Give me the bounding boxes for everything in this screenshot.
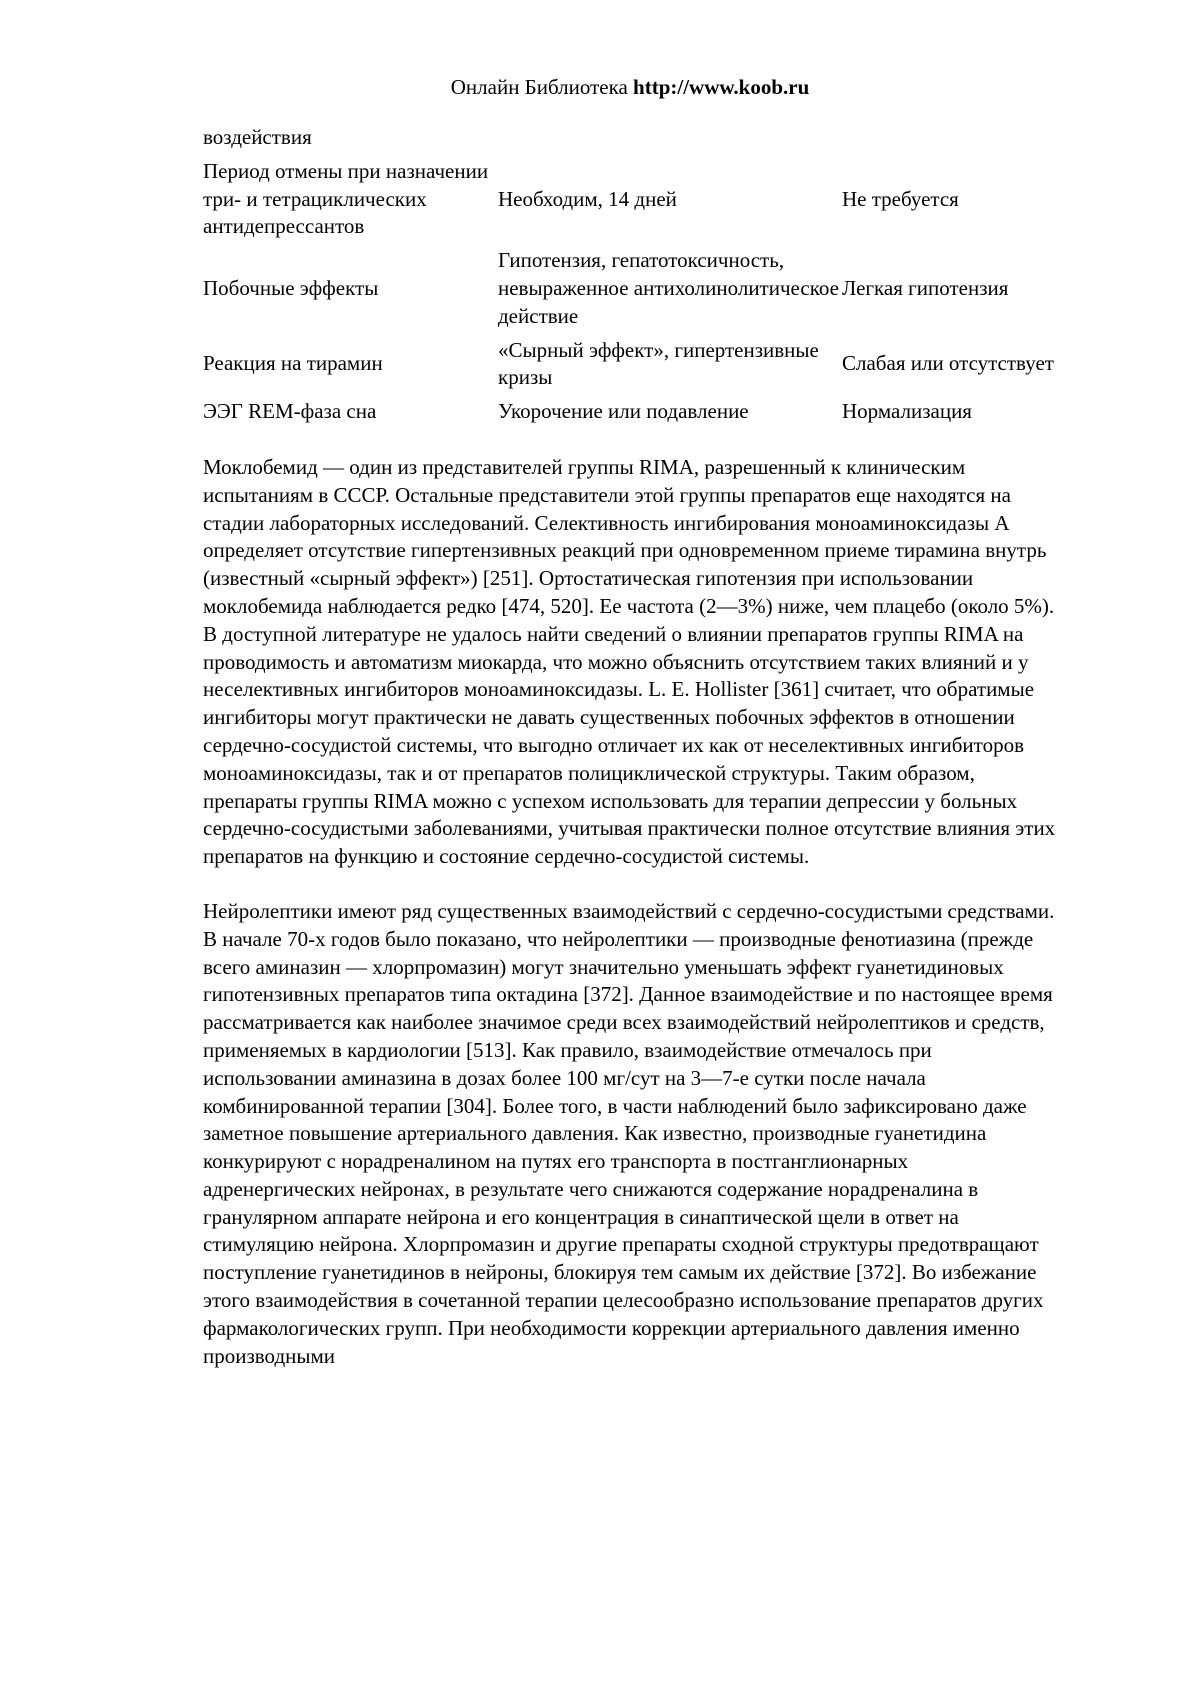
table-cell: Нормализация [842, 399, 972, 424]
table-row [203, 331, 1063, 393]
page-header [0, 74, 1200, 100]
table-cell: ЭЭГ REM-фаза сна [203, 399, 377, 424]
header-url-link[interactable]: http://www.koob.ru [633, 75, 810, 99]
table-cell: Побочные эффекты [203, 275, 379, 300]
table-row [203, 392, 1063, 426]
body-paragraph-moclobemide: Моклобемид — один из представителей группы RIMA, разрешенный к клиническим испытаниям в СССР. Остальные представители этой группы препаратов еще находятся на стадии лабораторных исследований. Селективность ингибирования моноаминоксидазы А определяет отсутствие гипертензивных реакций при одновременном приеме тирамина внутрь (известный «сырный эффект») [251]. Ортостатическая гипотензия при использовании моклобемида наблюдается редко [474, 520]. Ее частота (2—3%) ниже, чем плацебо (около 5%). В доступной литературе не удалось найти сведений о влиянии препаратов группы RIMA на проводимость и автоматизм миокарда, что можно объяснить отсутствием таких влияний и у неселективных ингибиторов моноаминоксидазы. L. E. Hollister [361] считает, что обратимые ингибиторы могут практически не давать существенных побочных эффектов в отношении сердечно-сосудистой системы, что выгодно отличает их как от неселективных ингибиторов моноаминоксидазы, так и от препаратов полициклической структуры. Таким образом, препараты группы RIMA можно с успехом использовать для терапии депрессии у больных сердечно-сосудистыми заболеваниями, учитывая практически полное отсутствие влияния этих препаратов на функцию и состояние сердечно-сосудистой системы. [203, 454, 1056, 869]
comparison-table [203, 124, 1063, 426]
table-cell: Легкая гипотензия [842, 275, 1009, 300]
header-library-label: Онлайн Библиотека [450, 75, 634, 99]
table-cell: Слабая или отсутствует [842, 351, 1054, 376]
table-cell: воздействия [203, 125, 312, 149]
table-cell [842, 124, 1063, 152]
table-row [203, 241, 1063, 330]
table-row [203, 124, 1063, 152]
table-row [203, 152, 1063, 241]
table-cell: «Сырный эффект», гипертензивные кризы [498, 337, 819, 390]
page-content [203, 124, 1063, 1370]
body-paragraph-neuroleptics: Нейролептики имеют ряд существенных взаимодействий с сердечно-сосудистыми средствами. В начале 70-х годов было показано, что нейролептики — производные фенотиазина (прежде всего аминазин — хлорпромазин) могут значительно уменьшать эффект гуанетидиновых гипотензивных препаратов типа октадина [372]. Данное взаимодействие и по настоящее время рассматривается как наиболее значимое среди всех взаимодействий нейролептиков и средств, применяемых в кардиологии [513]. Как правило, взаимодействие отмечалось при использовании аминазина в дозах более 100 мг/сут на 3—7-е сутки после начала комбинированной терапии [304]. Более того, в части наблюдений было зафиксировано даже заметное повышение артериального давления. Как известно, производные гуанетидина конкурируют с норадреналином на путях его транспорта в постганглионарных адренергических нейронах, в результате чего снижаются содержание норадреналина в гранулярном аппарате нейрона и его концентрация в синаптической щели в ответ на стимуляцию нейрона. Хлорпромазин и другие препараты сходной структуры предотвращают поступление гуанетидинов в нейроны, блокируя тем самым их действие [372]. Во избежание этого взаимодействия в сочетанной терапии целесообразно использование препаратов других фармакологических групп. При необходимости коррекции артериального давления именно производными [203, 898, 1055, 1368]
table-cell: Реакция на тирамин [203, 351, 383, 376]
table-cell: Не требуется [842, 186, 959, 211]
table-cell: Гипотензия, гепатотоксичность, невыраженное антихолинолитическое действие [498, 248, 839, 328]
table-cell: Укорочение или подавление [498, 399, 749, 424]
table-cell [498, 124, 842, 152]
table-cell: Необходим, 14 дней [498, 186, 677, 211]
table-cell: Период отмены при назначении три- и тетрациклических антидепрессантов [203, 158, 489, 239]
